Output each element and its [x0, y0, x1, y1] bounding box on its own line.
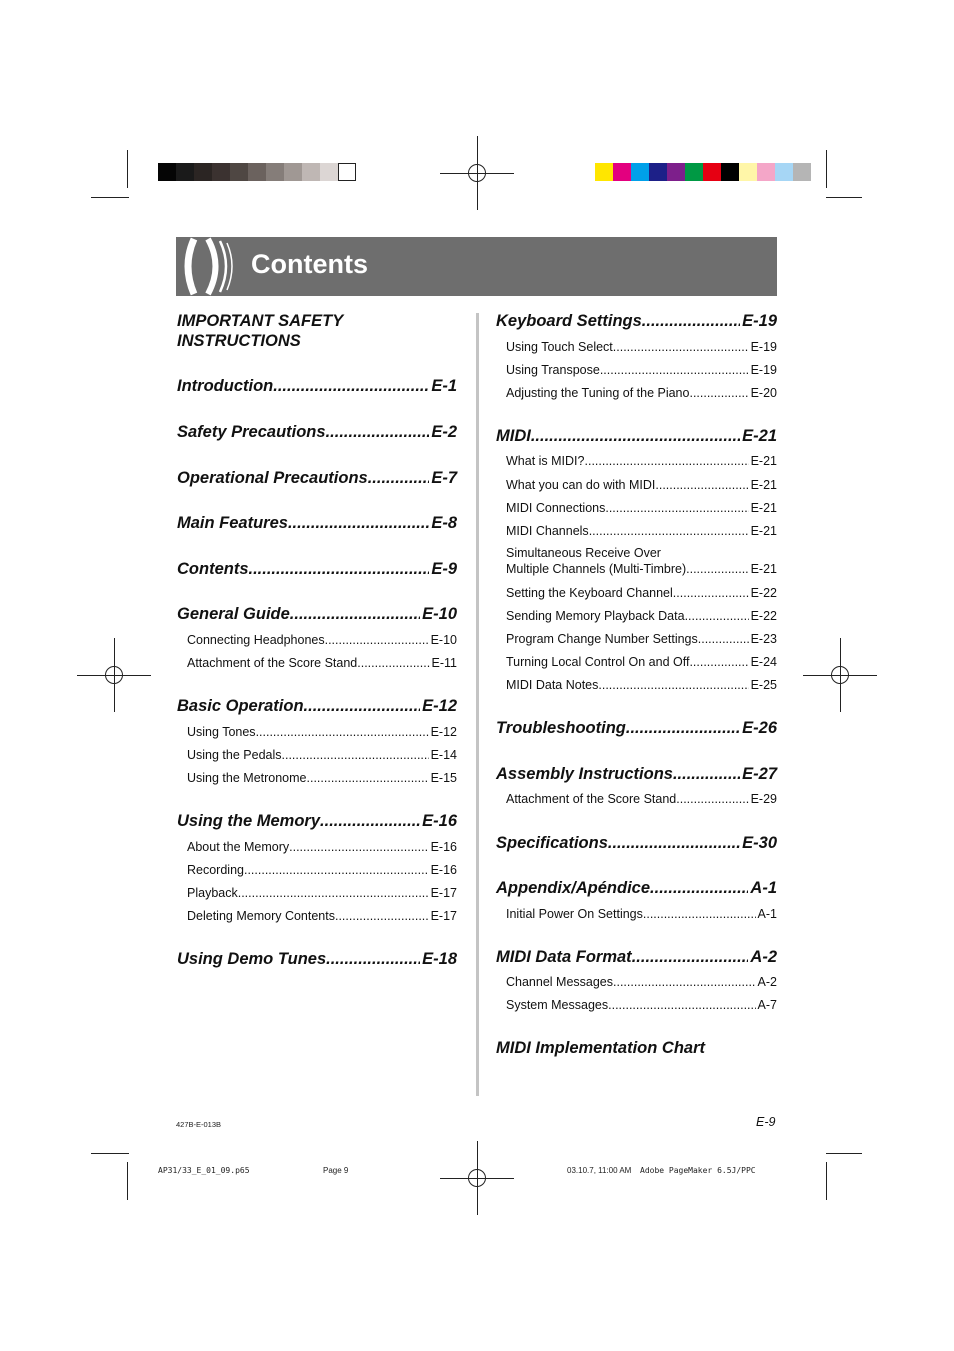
toc-page-ref: E-29 [750, 792, 777, 806]
toc-label: Setting the Keyboard Channel [506, 586, 673, 600]
page-number: E-9 [756, 1115, 776, 1129]
dot-leader [307, 771, 429, 785]
dot-leader [605, 501, 748, 515]
dot-leader [368, 469, 430, 488]
toc-label: Initial Power On Settings [506, 907, 643, 921]
toc-page-ref: E-21 [750, 454, 777, 468]
toc-heading-midi-implementation-chart[interactable] [496, 1039, 777, 1058]
toc-page-ref: E-16 [430, 840, 457, 854]
crop-mark [826, 197, 862, 198]
toc-entry-multiline[interactable] [506, 546, 776, 560]
registration-mark [462, 1163, 492, 1193]
toc-entry-adjusting-the-tuning-of-the-piano[interactable] [506, 386, 777, 400]
toc-page-ref: E-23 [750, 632, 777, 646]
toc-label: Using Demo Tunes [177, 950, 327, 968]
color-swatch [703, 163, 721, 181]
crop-mark [91, 1153, 129, 1154]
registration-mark [462, 158, 492, 188]
toc-page-ref: E-22 [750, 609, 777, 623]
grayscale-color-bar [158, 163, 356, 181]
toc-entry-program-change-number-settings[interactable] [506, 632, 777, 646]
dot-leader [598, 678, 748, 692]
toc-label: What is MIDI? [506, 454, 585, 468]
dot-leader [326, 950, 420, 969]
toc-page-ref: A-2 [750, 948, 777, 966]
toc-page-ref: A-7 [757, 998, 777, 1012]
dot-leader [650, 879, 748, 898]
toc-entry-attachment-of-the-score-stand[interactable] [187, 656, 457, 670]
toc-label: Main Features [177, 514, 288, 532]
page-title: Contents [251, 249, 368, 279]
color-swatch [667, 163, 685, 181]
registration-mark [99, 660, 129, 690]
toc-page-ref: E-9 [431, 560, 457, 578]
toc-label: Using Transpose [506, 363, 600, 377]
toc-label: MIDI Data Notes [506, 678, 599, 692]
toc-label: Recording [187, 863, 244, 877]
toc-label: MIDI [496, 427, 531, 445]
toc-label: Using the Pedals [187, 748, 282, 762]
color-swatch [320, 163, 338, 181]
toc-heading-using-the-memory[interactable] [177, 812, 457, 831]
toc-label: Using Touch Select [506, 340, 613, 354]
toc-page-ref: E-1 [431, 377, 457, 395]
color-swatch [266, 163, 284, 181]
dot-leader [531, 427, 740, 446]
toc-entry-label-line1: Simultaneous Receive Over [506, 546, 661, 560]
dot-leader [320, 812, 420, 831]
toc-heading-introduction[interactable] [177, 377, 457, 396]
toc-heading-midi[interactable] [496, 427, 777, 446]
dot-leader [244, 863, 429, 877]
toc-heading-operational-precautions[interactable] [177, 469, 457, 488]
dot-leader [357, 656, 429, 670]
toc-heading-specifications[interactable] [496, 834, 777, 853]
toc-page-ref: E-18 [422, 950, 457, 968]
dot-leader [608, 998, 755, 1012]
dot-leader [589, 524, 749, 538]
dot-leader [585, 454, 749, 468]
toc-page-ref: E-17 [430, 886, 457, 900]
document-code: 427B-E-013B [176, 1120, 222, 1129]
dot-leader [335, 909, 429, 923]
toc-page-ref: E-7 [431, 469, 457, 487]
toc-label: Assembly Instructions [496, 765, 673, 783]
toc-label: Playback [187, 886, 238, 900]
color-swatch [739, 163, 757, 181]
toc-heading-safety-precautions[interactable] [177, 423, 457, 442]
dot-leader [673, 765, 740, 784]
toc-entry-attachment-of-the-score-stand[interactable] [506, 792, 777, 806]
dot-leader [676, 792, 748, 806]
toc-page-ref: E-19 [750, 340, 777, 354]
toc-heading-midi-data-format[interactable] [496, 948, 777, 967]
toc-page-ref: E-8 [431, 514, 457, 532]
toc-page-ref: A-1 [750, 879, 777, 897]
toc-label: Program Change Number Settings [506, 632, 698, 646]
dot-leader [689, 386, 748, 400]
toc-label: Adjusting the Tuning of the Piano [506, 386, 690, 400]
toc-label: System Messages [506, 998, 609, 1012]
color-swatch [775, 163, 793, 181]
dot-leader [686, 562, 748, 576]
toc-label: Attachment of the Score Stand [506, 792, 677, 806]
toc-page-ref: E-22 [750, 586, 777, 600]
toc-label: MIDI Data Format [496, 948, 632, 966]
dot-leader [325, 633, 429, 647]
bracket-ornament-icon [176, 237, 246, 296]
toc-heading-assembly-instructions[interactable] [496, 765, 777, 784]
toc-entry-midi-connections[interactable] [506, 501, 777, 515]
dot-leader [608, 834, 740, 853]
dot-leader [249, 560, 430, 579]
crop-mark [826, 1153, 862, 1154]
dot-leader [685, 609, 749, 623]
slug-date: 03.10.7, 11:00 AM [567, 1166, 632, 1175]
dot-leader [238, 886, 429, 900]
dot-leader [632, 948, 749, 967]
dot-leader [304, 697, 421, 716]
toc-entry-using-touch-select[interactable] [506, 340, 777, 354]
color-swatch [158, 163, 176, 181]
dot-leader [673, 586, 749, 600]
toc-page-ref: A-1 [757, 907, 777, 921]
toc-page-ref: E-24 [750, 655, 777, 669]
toc-entry-about-the-memory[interactable] [187, 840, 457, 854]
toc-heading-using-demo-tunes[interactable] [177, 950, 457, 969]
dot-leader [613, 975, 756, 989]
toc-page-ref: E-21 [742, 427, 777, 445]
color-swatch [194, 163, 212, 181]
toc-page-ref: E-19 [750, 363, 777, 377]
toc-label: Attachment of the Score Stand [187, 656, 358, 670]
toc-page-ref: E-17 [430, 909, 457, 923]
column-divider [476, 313, 479, 1096]
registration-mark [825, 660, 855, 690]
crop-mark [127, 150, 128, 188]
toc-page-ref: E-21 [750, 501, 777, 515]
color-swatch [613, 163, 631, 181]
color-swatch [230, 163, 248, 181]
dot-leader [273, 377, 429, 396]
dot-leader [643, 907, 756, 921]
toc-label: Basic Operation [177, 697, 304, 715]
crop-mark [91, 197, 129, 198]
process-color-bar [595, 163, 811, 181]
toc-page-ref: E-2 [431, 423, 457, 441]
toc-label: Connecting Headphones [187, 633, 325, 647]
toc-label: Using the Memory [177, 812, 321, 830]
toc-page-ref: E-19 [742, 312, 777, 330]
toc-page-ref: E-15 [430, 771, 457, 785]
toc-page-ref: E-30 [742, 834, 777, 852]
toc-label: MIDI Connections [506, 501, 606, 515]
color-swatch [338, 163, 356, 181]
toc-label: Introduction [177, 377, 274, 395]
toc-entry-using-the-pedals[interactable] [187, 748, 457, 762]
toc-entry-turning-local-control-on-and-off[interactable] [506, 655, 777, 669]
contents-header-band [176, 237, 777, 296]
toc-entry-recording[interactable] [187, 863, 457, 877]
toc-page-ref: E-20 [750, 386, 777, 400]
color-swatch [649, 163, 667, 181]
toc-heading-keyboard-settings[interactable] [496, 312, 777, 331]
toc-entry-midi-channels[interactable] [506, 524, 777, 538]
toc-heading-safety[interactable]: IMPORTANT SAFETY INSTRUCTIONS [177, 312, 343, 350]
dot-leader [256, 725, 429, 739]
toc-label: Specifications [496, 834, 608, 852]
toc-page-ref: E-27 [742, 765, 777, 783]
color-swatch [721, 163, 739, 181]
color-swatch [248, 163, 266, 181]
toc-heading-general-guide[interactable] [177, 605, 457, 624]
toc-entry-sending-memory-playback-data[interactable] [506, 609, 777, 623]
dot-leader [613, 340, 749, 354]
toc-page-ref: E-21 [750, 562, 777, 576]
toc-page-ref: E-12 [422, 697, 457, 715]
toc-entry-using-tones[interactable] [187, 725, 457, 739]
dot-leader [288, 514, 429, 533]
toc-label: Operational Precautions [177, 469, 368, 487]
toc-entry-initial-power-on-settings[interactable] [506, 907, 777, 921]
color-swatch [176, 163, 194, 181]
dot-leader [698, 632, 749, 646]
toc-entry-channel-messages[interactable] [506, 975, 777, 989]
slug-application: Adobe PageMaker 6.5J/PPC [640, 1166, 756, 1175]
toc-label: Turning Local Control On and Off [506, 655, 690, 669]
dot-leader [326, 423, 430, 442]
toc-heading-basic-operation[interactable] [177, 697, 457, 716]
toc-label: Sending Memory Playback Data [506, 609, 685, 623]
dot-leader [289, 840, 428, 854]
toc-page-ref: E-10 [430, 633, 457, 647]
toc-page-ref: E-21 [750, 524, 777, 538]
slug-page-label: Page 9 [323, 1166, 349, 1175]
toc-entry-connecting-headphones[interactable] [187, 633, 457, 647]
toc-page-ref: A-2 [757, 975, 777, 989]
toc-page-ref: E-14 [430, 748, 457, 762]
crop-mark [127, 1162, 128, 1200]
toc-page-ref: E-21 [750, 478, 777, 492]
dot-leader [689, 655, 748, 669]
toc-label: Using the Metronome [187, 771, 307, 785]
color-swatch [757, 163, 775, 181]
crop-mark [826, 1162, 827, 1200]
toc-heading-label: MIDI Implementation Chart [496, 1039, 706, 1057]
dot-leader [655, 478, 748, 492]
dot-leader [282, 748, 429, 762]
toc-heading-troubleshooting[interactable] [496, 719, 777, 738]
dot-leader [642, 312, 740, 331]
toc-label: MIDI Channels [506, 524, 589, 538]
toc-label: Keyboard Settings [496, 312, 642, 330]
toc-page-ref: E-25 [750, 678, 777, 692]
color-swatch [212, 163, 230, 181]
toc-label: General Guide [177, 605, 290, 623]
toc-entry-what-is-midi[interactable] [506, 454, 777, 468]
toc-label: Using Tones [187, 725, 256, 739]
toc-label: Appendix/Apéndice [496, 879, 651, 897]
toc-heading-main-features[interactable] [177, 514, 457, 533]
toc-entry-midi-data-notes[interactable] [506, 678, 777, 692]
color-swatch [595, 163, 613, 181]
toc-entry-using-the-metronome[interactable] [187, 771, 457, 785]
toc-page-ref: E-16 [422, 812, 457, 830]
crop-mark [826, 150, 827, 188]
toc-label: What you can do with MIDI [506, 478, 656, 492]
toc-label: Contents [177, 560, 249, 578]
color-swatch [302, 163, 320, 181]
toc-page-ref: E-26 [742, 719, 777, 737]
toc-label: Safety Precautions [177, 423, 326, 441]
toc-entry-using-transpose[interactable] [506, 363, 777, 377]
color-swatch [793, 163, 811, 181]
dot-leader [600, 363, 749, 377]
toc-label: Deleting Memory Contents [187, 909, 335, 923]
toc-entry-what-you-can-do-with-midi[interactable] [506, 478, 777, 492]
toc-entry-multiple-channels-multi-timbre[interactable] [506, 562, 777, 576]
toc-entry-system-messages[interactable] [506, 998, 777, 1012]
toc-label: About the Memory [187, 840, 290, 854]
toc-label: Multiple Channels (Multi-Timbre) [506, 562, 687, 576]
color-swatch [284, 163, 302, 181]
toc-heading-contents[interactable] [177, 560, 457, 579]
dot-leader [626, 719, 740, 738]
color-swatch [631, 163, 649, 181]
toc-page-ref: E-11 [431, 656, 457, 670]
toc-page-ref: E-12 [430, 725, 457, 739]
color-swatch [685, 163, 703, 181]
toc-page-ref: E-16 [430, 863, 457, 877]
toc-entry-setting-the-keyboard-channel[interactable] [506, 586, 777, 600]
toc-entry-playback[interactable] [187, 886, 457, 900]
toc-label: Troubleshooting [496, 719, 626, 737]
slug-file-name: AP31/33_E_01_09.p65 [158, 1166, 250, 1175]
toc-label: Channel Messages [506, 975, 614, 989]
toc-heading-appendix-ap-ndice[interactable] [496, 879, 777, 898]
dot-leader [290, 605, 420, 624]
toc-page-ref: E-10 [422, 605, 457, 623]
toc-entry-deleting-memory-contents[interactable] [187, 909, 457, 923]
